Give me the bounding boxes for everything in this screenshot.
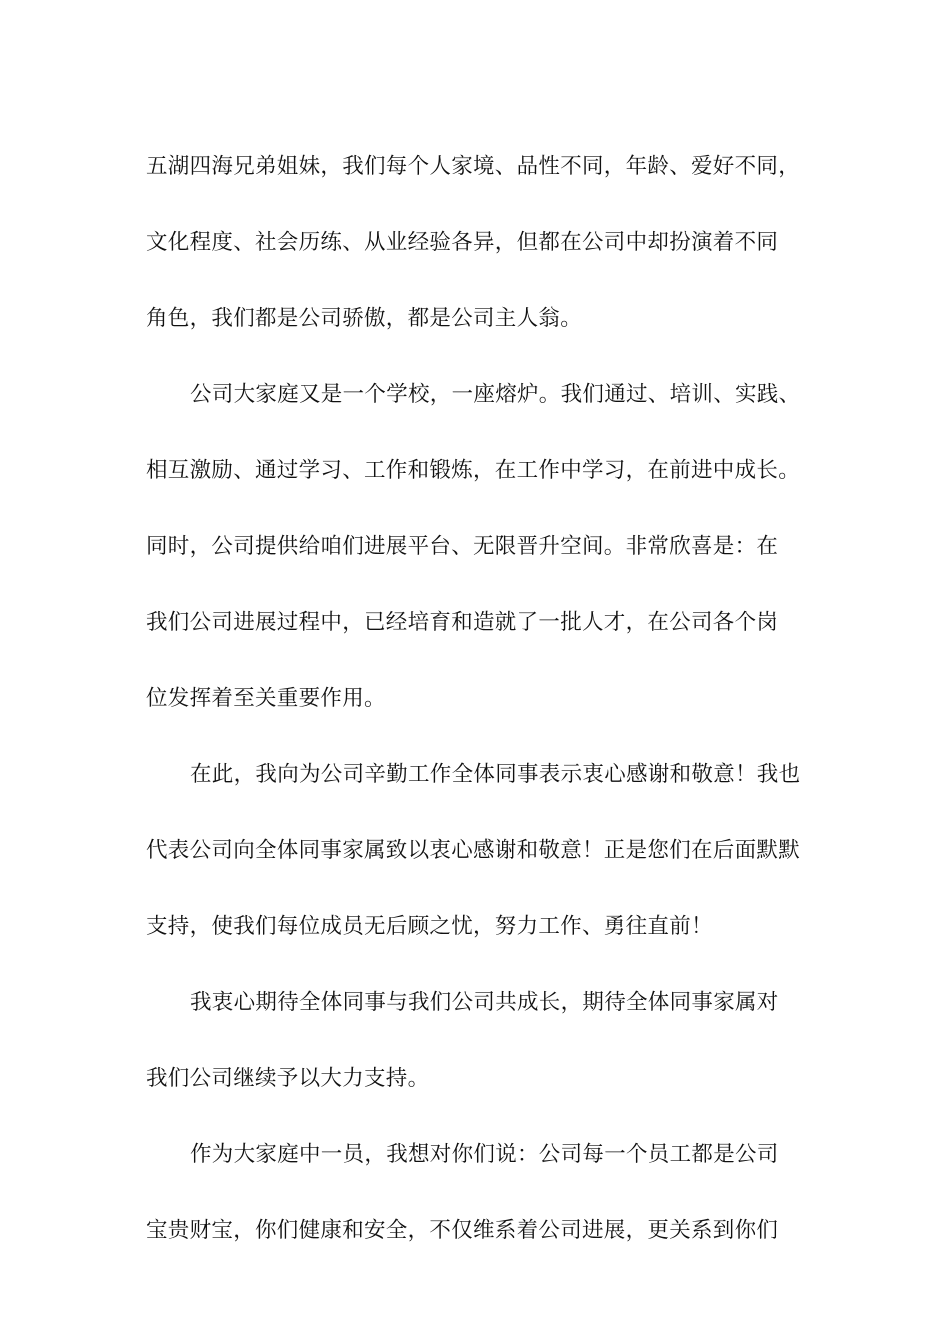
text-line: 五湖四海兄弟姐妹，我们每个人家境、品性不同，年龄、爱好不同，: [146, 154, 801, 179]
text-line: 我衷心期待全体同事与我们公司共成长，期待全体同事家属对: [190, 990, 779, 1015]
text-line: 支持，使我们每位成员无后顾之忧，努力工作、勇往直前！: [146, 914, 713, 939]
document-body: [146, 129, 810, 1269]
text-line: 同时，公司提供给咱们进展平台、无限晋升空间。非常欣喜是：在: [146, 534, 779, 559]
text-line: 文化程度、社会历练、从业经验各异，但都在公司中却扮演着不同: [146, 230, 779, 255]
text-line: 我们公司继续予以大力支持。: [146, 1066, 430, 1091]
text-line: 角色，我们都是公司骄傲，都是公司主人翁。: [146, 306, 583, 331]
text-line: 作为大家庭中一员，我想对你们说：公司每一个员工都是公司: [190, 1142, 779, 1167]
text-line: 代表公司向全体同事家属致以衷心感谢和敬意！正是您们在后面默默: [146, 838, 801, 863]
text-line: 相互激励、通过学习、工作和锻炼，在工作中学习，在前进中成长。: [146, 458, 801, 483]
text-line: 公司大家庭又是一个学校，一座熔炉。我们通过、培训、实践、: [190, 382, 801, 407]
text-line: 在此，我向为公司辛勤工作全体同事表示衷心感谢和敬意！我也: [190, 762, 801, 787]
text-line: 位发挥着至关重要作用。: [146, 686, 386, 711]
text-line: 宝贵财宝，你们健康和安全，不仅维系着公司进展，更关系到你们: [146, 1218, 779, 1243]
text-line: 我们公司进展过程中，已经培育和造就了一批人才，在公司各个岗: [146, 610, 779, 635]
